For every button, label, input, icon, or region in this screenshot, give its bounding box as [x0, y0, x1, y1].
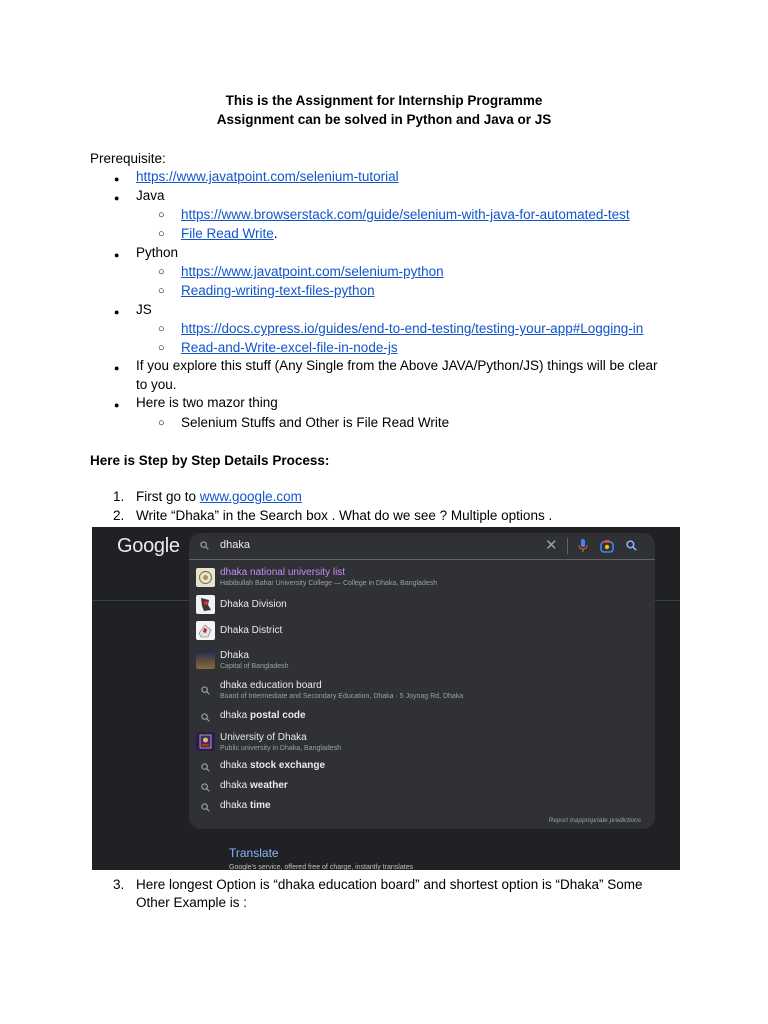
suggestion-title: dhaka national university list: [220, 567, 346, 578]
circle-bullet-icon: ○: [158, 285, 165, 297]
suggestion-prefix: dhaka: [220, 760, 251, 771]
circle-bullet-icon: ○: [158, 209, 165, 221]
suggestion-title: [220, 800, 271, 811]
search-icon: [201, 783, 210, 792]
logo-thumbnail-icon: [196, 732, 215, 751]
separator: [567, 538, 568, 554]
suggestion-title: [220, 710, 306, 721]
two-things-subtext: Selenium Stuffs and Other is File Read Write: [181, 415, 450, 430]
bullet-icon: ●: [114, 363, 120, 373]
search-box[interactable]: [189, 533, 655, 560]
google-logo: Google: [117, 535, 180, 557]
search-icon: [201, 713, 210, 722]
suggestion-subtitle: Board of Intermediate and Secondary Education, Dhaka · 5 Joynag Rd, Dhaka: [220, 693, 464, 700]
search-icon: [201, 803, 210, 812]
java-label: Java: [136, 188, 165, 203]
step-1-number: 1.: [113, 489, 125, 504]
google-screenshot: [92, 527, 680, 870]
translate-link[interactable]: Translate: [229, 846, 279, 860]
java-file-rw-suffix: .: [273, 226, 278, 241]
map-thumbnail-icon: [196, 595, 215, 614]
step-2-number: 2.: [113, 508, 125, 523]
step-1-text: [136, 488, 302, 506]
suggestion-subtitle: Public university in Dhaka, Bangladesh: [220, 745, 342, 752]
suggestion-subtitle: Habibullah Bahar University College — College in Dhaka, Bangladesh: [220, 580, 438, 587]
suggestion-completion: time: [250, 800, 271, 811]
python-file-rw-link[interactable]: Reading-writing-text-files-python: [181, 283, 375, 298]
circle-bullet-icon: ○: [158, 323, 165, 335]
city-thumbnail-icon: [196, 650, 215, 669]
step-3-number: 3.: [113, 877, 125, 892]
clear-icon[interactable]: ✕: [545, 537, 558, 554]
suggestion-prefix: dhaka: [220, 780, 251, 791]
search-input[interactable]: dhaka: [220, 539, 250, 551]
suggestion-item[interactable]: [189, 708, 655, 728]
search-icon: [201, 686, 210, 695]
step-1-prefix: First go to: [136, 489, 200, 504]
suggestion-completion: stock exchange: [250, 760, 326, 771]
autocomplete-panel: [189, 533, 655, 829]
suggestion-completion: postal code: [250, 710, 306, 721]
step-3-text-line-2: Other Example is :: [136, 895, 248, 910]
suggestion-prefix: dhaka: [220, 710, 251, 721]
suggestion-item[interactable]: [189, 778, 655, 798]
js-label: JS: [136, 302, 152, 317]
python-selenium-link[interactable]: https://www.javatpoint.com/selenium-python: [181, 264, 444, 279]
java-file-rw-link[interactable]: File Read Write: [181, 226, 274, 241]
circle-bullet-icon: ○: [158, 417, 165, 429]
step-3-text-line-1: Here longest Option is “dhaka education board” and shortest option is “Dhaka” Some: [136, 877, 643, 892]
suggestion-title: Dhaka District: [220, 625, 283, 636]
suggestion-title: [220, 760, 325, 771]
circle-bullet-icon: ○: [158, 228, 165, 240]
suggestion-title: Dhaka Division: [220, 599, 287, 610]
suggestion-subtitle: Capital of Bangladesh: [220, 663, 289, 670]
title-line-2: Assignment can be solved in Python and Java or JS: [216, 112, 552, 127]
bullet-icon: ●: [114, 174, 120, 184]
suggestion-item[interactable]: [189, 678, 655, 704]
java-file-rw-item: [181, 225, 278, 243]
suggestion-prefix: dhaka: [220, 800, 251, 811]
map-thumbnail-icon: [196, 621, 215, 640]
suggestion-completion: weather: [250, 780, 288, 791]
mic-icon[interactable]: [578, 539, 588, 553]
google-link[interactable]: www.google.com: [199, 489, 302, 504]
search-icon: [200, 541, 209, 550]
bullet-icon: ●: [114, 400, 120, 410]
bullet-icon: ●: [114, 193, 120, 203]
suggestion-item[interactable]: [189, 798, 655, 818]
university-thumbnail-icon: [196, 568, 215, 587]
bullet-icon: ●: [114, 250, 120, 260]
suggestion-item[interactable]: [189, 758, 655, 778]
suggestion-item[interactable]: [189, 620, 655, 644]
suggestion-item[interactable]: [189, 594, 655, 618]
search-submit-icon[interactable]: [626, 540, 637, 551]
explore-text-line-2: to you.: [136, 377, 177, 392]
python-label: Python: [136, 245, 179, 260]
suggestion-title: Dhaka: [220, 650, 249, 661]
lens-icon[interactable]: [600, 539, 614, 553]
js-cypress-link[interactable]: https://docs.cypress.io/guides/end-to-end-testing/testing-your-app#Logging-in: [181, 321, 644, 336]
explore-text-line-1: If you explore this stuff (Any Single from the Above JAVA/Python/JS) things will be clear: [136, 358, 658, 373]
steps-heading: Here is Step by Step Details Process:: [90, 453, 330, 468]
translate-description: Google's service, offered free of charge, instantly translates: [229, 864, 414, 870]
circle-bullet-icon: ○: [158, 342, 165, 354]
step-2-text: Write “Dhaka” in the Search box . What do we see ? Multiple options .: [136, 508, 553, 523]
selenium-tutorial-link[interactable]: https://www.javatpoint.com/selenium-tutorial: [136, 169, 399, 184]
bullet-icon: ●: [114, 307, 120, 317]
circle-bullet-icon: ○: [158, 266, 165, 278]
suggestion-item[interactable]: [189, 729, 655, 755]
java-selenium-link[interactable]: https://www.browserstack.com/guide/selenium-with-java-for-automated-test: [181, 207, 630, 222]
suggestion-title: dhaka education board: [220, 680, 322, 691]
title-line-1: This is the Assignment for Internship Programme: [225, 93, 543, 108]
js-excel-link[interactable]: Read-and-Write-excel-file-in-node-js: [181, 340, 398, 355]
prerequisite-heading: Prerequisite:: [90, 151, 166, 166]
suggestion-title: University of Dhaka: [220, 732, 307, 743]
two-things-text: Here is two mazor thing: [136, 395, 278, 410]
report-predictions-link[interactable]: Report inappropriate predictions: [548, 817, 641, 824]
search-icon: [201, 763, 210, 772]
suggestion-item[interactable]: [189, 647, 655, 673]
suggestion-title: [220, 780, 288, 791]
suggestion-item[interactable]: [189, 567, 655, 591]
